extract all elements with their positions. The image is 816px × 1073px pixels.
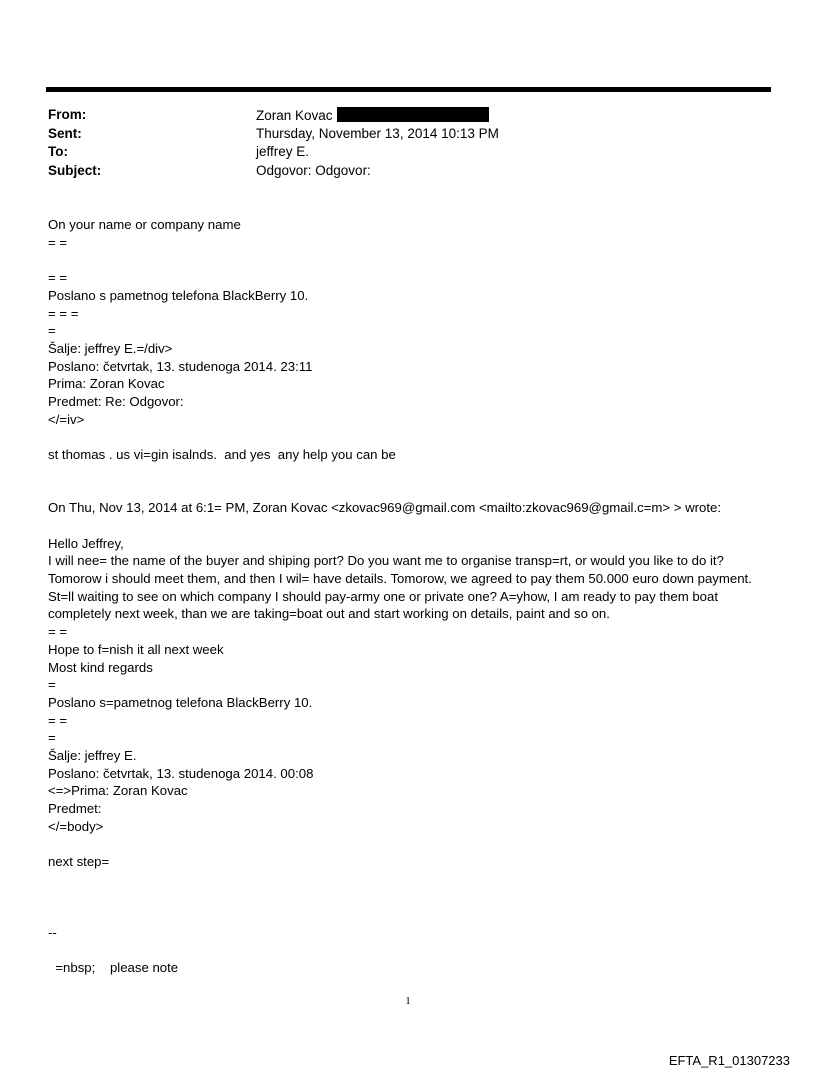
- body-line: Poslano: četvrtak, 13. studenoga 2014. 00:08: [48, 765, 314, 781]
- body-line: [48, 251, 773, 269]
- body-line: Predmet: Re: Odgovor:: [48, 394, 184, 410]
- email-body: [48, 216, 773, 977]
- subject-value: Odgovor: Odgovor:: [256, 162, 371, 178]
- body-line: Hope to f=nish it all next week: [48, 641, 224, 657]
- body-line: Šalje: jeffrey E.=/div>: [48, 340, 173, 356]
- to-label: To:: [48, 144, 68, 159]
- from-value: [256, 107, 489, 123]
- body-line: [48, 464, 773, 482]
- body-line: On Thu, Nov 13, 2014 at 6:1= PM, Zoran Kovac <zkovac969@gmail.com <mailto:zkovac969@gmail.c=m> > wrote:: [48, 500, 722, 516]
- body-line: Most kind regards: [48, 659, 153, 675]
- body-line: Poslano s=pametnog telefona BlackBerry 10.: [48, 694, 313, 710]
- bates-number: EFTA_R1_01307233: [668, 1053, 790, 1068]
- header-rule: [46, 87, 771, 92]
- body-line: [48, 428, 773, 446]
- body-line: next step=: [48, 854, 110, 870]
- body-line: --: [48, 924, 57, 940]
- body-line: </=body>: [48, 818, 104, 834]
- body-line: Poslano s pametnog telefona BlackBerry 10.: [48, 287, 309, 303]
- body-line: </=iv>: [48, 411, 85, 427]
- body-line: =: [48, 730, 56, 746]
- body-line: [48, 906, 773, 924]
- from-name: Zoran Kovac: [256, 108, 333, 123]
- body-line: = =: [48, 234, 68, 250]
- body-line: =: [48, 677, 56, 693]
- redaction-block: [337, 107, 489, 122]
- sent-label: Sent:: [48, 125, 82, 141]
- to-value: jeffrey E.: [256, 144, 310, 159]
- body-line: =nbsp; please note: [48, 960, 179, 976]
- body-line: [48, 889, 773, 907]
- body-lines-top: [48, 216, 773, 552]
- body-line: =: [48, 323, 56, 339]
- body-line: Hello Jeffrey,: [48, 535, 124, 551]
- body-line: [48, 871, 773, 889]
- body-line: [48, 836, 773, 854]
- body-line: Poslano: četvrtak, 13. studenoga 2014. 23:11: [48, 358, 313, 374]
- sent-value: Thursday, November 13, 2014 10:13 PM: [256, 125, 499, 141]
- body-line: = =: [48, 712, 68, 728]
- body-paragraph: I will nee= the name of the buyer and shiping port? Do you want me to organise transp=rt, or would you like to do it? Tomorow i should meet them, and then I wil= have details. Tomorow, we agreed to pay them 50.000 euro down payment. St=ll waiting to see on which company I should pay-army one or private one? A=yhow, I am ready to pay them boat completely next week, than we are taking=boat out and start working on details, paint and so on.: [48, 553, 752, 622]
- body-line: [48, 942, 773, 960]
- page-number: 1: [405, 995, 411, 1007]
- body-line: = =: [48, 624, 68, 640]
- body-line: Predmet:: [48, 801, 102, 817]
- body-line: On your name or company name: [48, 217, 241, 232]
- body-line: = = =: [48, 305, 79, 321]
- body-line: = =: [48, 270, 68, 286]
- body-line: st thomas . us vi=gin isalnds. and yes any help you can be: [48, 447, 396, 463]
- body-line: <=>Prima: Zoran Kovac: [48, 783, 188, 799]
- body-line: [48, 482, 773, 500]
- body-line: Prima: Zoran Kovac: [48, 376, 165, 392]
- body-line: Šalje: jeffrey E.: [48, 748, 137, 764]
- subject-label: Subject:: [48, 162, 102, 178]
- body-lines-bottom: [48, 623, 773, 977]
- from-label: From:: [48, 107, 87, 122]
- body-line: [48, 517, 773, 535]
